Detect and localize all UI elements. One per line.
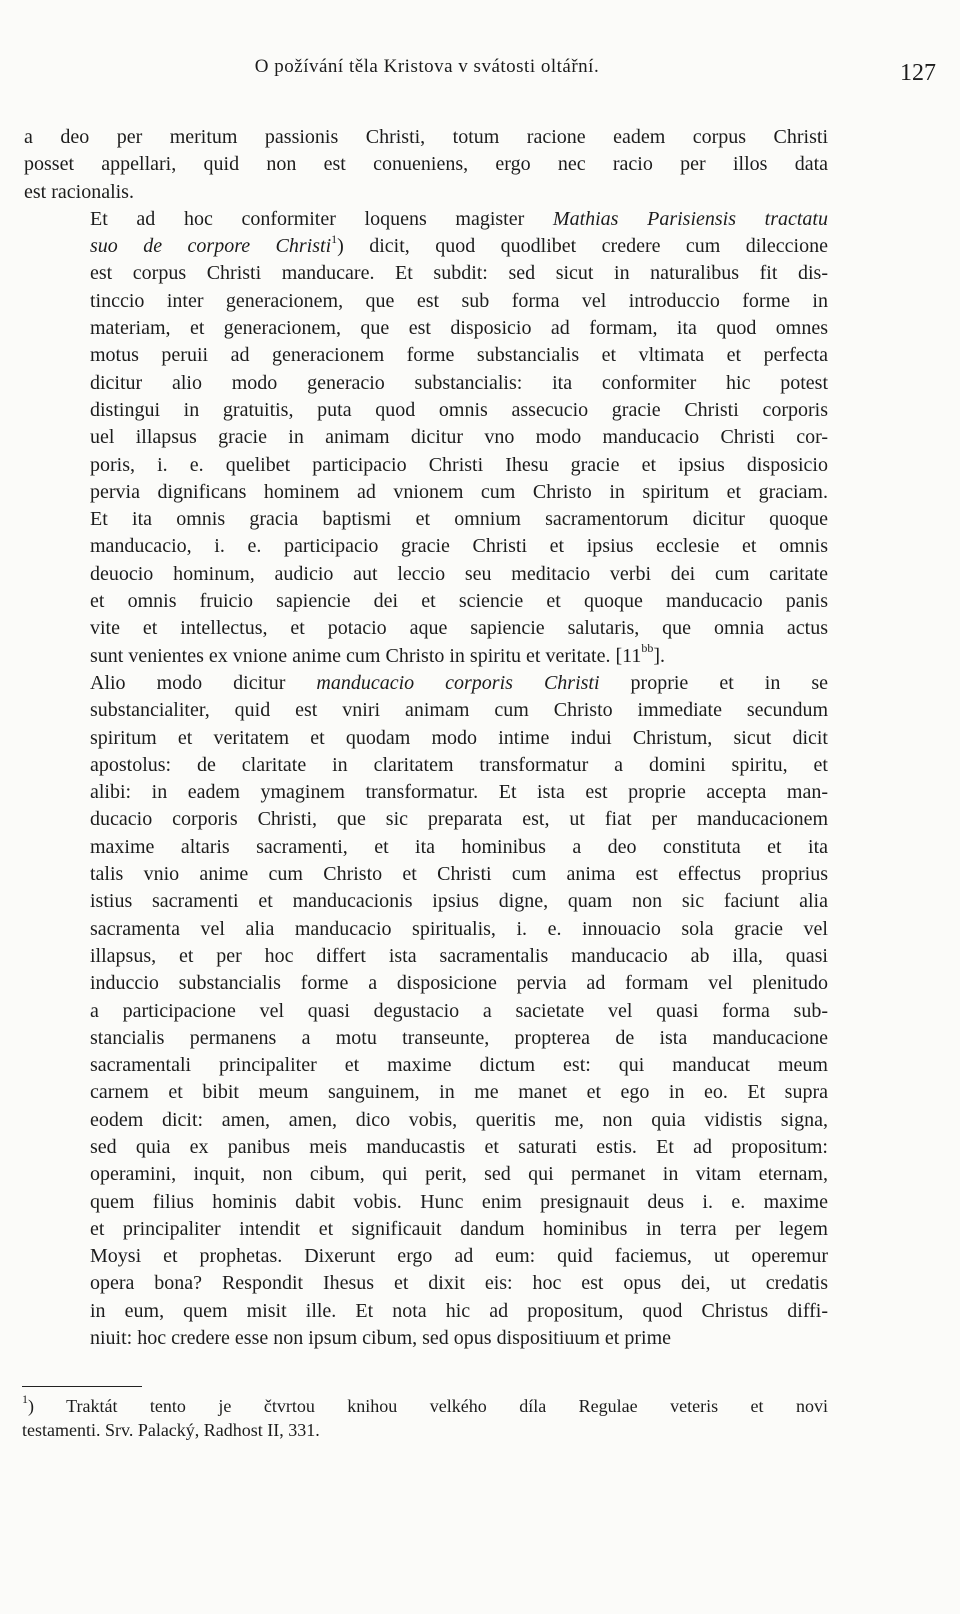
text-run: induccio substancialis forme a disposicione pervia ad formam vel plenitudo xyxy=(90,972,828,995)
text-run: sacramentali principaliter et maxime dictum est: qui manducat meum xyxy=(90,1054,828,1077)
text-run: sacramenta vel alia manducacio spiritualis, i. e. innouacio sola gracie vel xyxy=(90,917,828,940)
text-line xyxy=(24,998,828,1025)
footnotes xyxy=(22,1394,828,1442)
text-line xyxy=(24,1270,828,1297)
text-line xyxy=(24,452,828,479)
text-line xyxy=(24,943,828,970)
text-line xyxy=(24,206,828,233)
text-run: maxime altaris sacramenti, et ita hominibus a deo constituta et ita xyxy=(90,835,828,858)
text-line xyxy=(24,260,828,287)
text-line xyxy=(24,1134,828,1161)
text-run: materiam, et generacionem, que est disposicio ad formam, ita quod omnes xyxy=(90,317,828,340)
footnote-divider xyxy=(22,1386,142,1387)
text-line xyxy=(24,640,828,670)
text-line xyxy=(24,506,828,533)
text-run: deuocio hominum, audicio aut leccio seu meditacio verbi dei cum caritate xyxy=(90,562,828,585)
text-line xyxy=(24,1189,828,1216)
text-run: ) Traktát tento je čtvrtou knihou velkého díla Regulae veteris et novi xyxy=(28,1396,828,1416)
text-line xyxy=(24,179,828,206)
text-run: ) dicit, quod quodlibet credere cum dileccione xyxy=(337,235,828,258)
text-run: apostolus: de claritate in claritatem transformatur a domini spiritu, et xyxy=(90,753,828,776)
text-run: vite et intellectus, et potacio aque sapiencie salutaris, que omnia actus xyxy=(90,617,828,640)
text-run: Et ad hoc conformiter loquens magister xyxy=(90,207,553,230)
text-line xyxy=(24,1079,828,1106)
text-line xyxy=(24,806,828,833)
text-run: opera bona? Respondit Ihesus et dixit eis: hoc est opus dei, ut credatis xyxy=(90,1272,828,1295)
text-line xyxy=(24,533,828,560)
text-run: eodem dicit: amen, amen, dico vobis, queritis me, non quia vidistis signa, xyxy=(90,1108,828,1131)
superscript-marker: 1 xyxy=(22,1392,28,1406)
text-run: manducacio, i. e. participacio gracie Christi et ipsius ecclesie et omnis xyxy=(90,535,828,558)
italic-text: Mathias Parisiensis tractatu xyxy=(552,207,828,230)
text-line xyxy=(24,1325,828,1352)
italic-text: suo de corpore Christi xyxy=(90,235,332,258)
text-run: dicitur alio modo generacio substancialis: ita conformiter hic potest xyxy=(90,371,828,394)
paragraph xyxy=(24,670,828,1352)
text-run: motus peruii ad generacionem forme substancialis et vltimata et perfecta xyxy=(90,344,828,367)
text-line xyxy=(24,315,828,342)
text-line xyxy=(24,670,828,697)
text-line xyxy=(24,970,828,997)
text-run: sunt venientes ex vnione anime cum Christo in spiritu et veritate. [11 xyxy=(90,644,642,667)
text-line xyxy=(24,479,828,506)
text-run: ducacio corporis Christi, que sic preparata est, ut fiat per manducacionem xyxy=(90,808,828,831)
text-line xyxy=(24,424,828,451)
text-run: substancialiter, quid est vniri animam cum Christo immediate secundum xyxy=(90,699,828,722)
text-line xyxy=(24,888,828,915)
text-run: pervia dignificans hominem ad vnionem cum Christo in spiritum et graciam. xyxy=(90,480,828,503)
body-text xyxy=(24,124,828,1352)
text-run: quem filius hominis dabit vobis. Hunc enim presignauit deus i. e. maxime xyxy=(90,1190,828,1213)
page-number: 127 xyxy=(900,60,936,86)
text-run: Moysi et prophetas. Dixerunt ergo ad eum: quid faciemus, ut operemur xyxy=(90,1245,828,1268)
text-run: illapsus, et per hoc differt ista sacramentalis manducacio ab illa, quasi xyxy=(90,944,828,967)
text-run: in eum, quem misit ille. Et nota hic ad propositum, quod Christus diffi- xyxy=(90,1299,828,1322)
text-run: uel illapsus gracie in animam dicitur vno modo manducacio Christi cor- xyxy=(90,426,828,449)
italic-text: manducacio corporis Christi xyxy=(316,671,600,694)
text-run: tinccio inter generacionem, que est sub forma vel introduccio forme in xyxy=(90,289,828,312)
text-line xyxy=(24,725,828,752)
text-line xyxy=(24,861,828,888)
text-run: proprie et in se xyxy=(599,671,828,694)
footnote-line xyxy=(22,1394,828,1418)
text-line xyxy=(24,1216,828,1243)
text-line xyxy=(24,370,828,397)
text-run: ]. xyxy=(653,644,666,667)
text-line xyxy=(24,124,828,151)
page-header xyxy=(22,56,936,88)
text-line xyxy=(24,233,828,260)
text-line xyxy=(24,779,828,806)
paragraph xyxy=(24,124,828,206)
text-run: et principaliter intendit et significauit dandum hominibus in terra per legem xyxy=(90,1217,828,1240)
text-run: testamenti. Srv. Palacký, Radhost II, 331. xyxy=(22,1420,320,1440)
text-run: spiritum et veritatem et quodam modo intime indui Christum, sicut dicit xyxy=(90,726,828,749)
text-line xyxy=(24,1161,828,1188)
text-run: poris, i. e. quelibet participacio Christi Ihesu gracie et ipsius disposicio xyxy=(90,453,828,476)
text-line xyxy=(24,1298,828,1325)
text-line xyxy=(24,615,828,642)
text-line xyxy=(24,561,828,588)
text-line xyxy=(24,151,828,178)
text-run: Et ita omnis gracia baptismi et omnium sacramentorum dicitur quoque xyxy=(90,508,828,531)
text-run: a deo per meritum passionis Christi, totum racione eadem corpus Christi xyxy=(24,126,828,148)
superscript-marker: bb xyxy=(641,640,654,655)
superscript-marker: 1 xyxy=(331,231,338,246)
text-line xyxy=(24,1243,828,1270)
text-run: Alio modo dicitur xyxy=(90,671,317,694)
text-line xyxy=(24,697,828,724)
text-line xyxy=(24,397,828,424)
text-run: niuit: hoc credere esse non ipsum cibum, sed opus dispositiuum et prime xyxy=(90,1327,672,1350)
text-line xyxy=(24,752,828,779)
text-run: istius sacramenti et manducacionis ipsius digne, quam non sic faciunt alia xyxy=(90,890,828,913)
text-run: alibi: in eadem ymaginem transformatur. Et ista est proprie accepta man- xyxy=(90,781,828,804)
text-run: stancialis permanens a motu transeunte, propterea de ista manducacione xyxy=(90,1026,828,1049)
text-line xyxy=(24,1107,828,1134)
text-run: talis vnio anime cum Christo et Christi cum anima est effectus proprius xyxy=(90,863,828,886)
text-run: est corpus Christi manducare. Et subdit: sed sicut in naturalibus fit dis- xyxy=(90,262,828,285)
text-run: posset appellari, quid non est conueniens, ergo nec racio per illos data xyxy=(24,153,828,176)
footnote xyxy=(22,1394,828,1442)
text-line xyxy=(24,1052,828,1079)
text-line xyxy=(24,588,828,615)
running-title: O požívání těla Kristova v svátosti oltářní. xyxy=(254,56,600,77)
text-run: a participacione vel quasi degustacio a sacietate vel quasi forma sub- xyxy=(90,999,828,1022)
text-run: et omnis fruicio sapiencie dei et sciencie et quoque manducacio panis xyxy=(90,590,828,613)
text-run: sed quia ex panibus meis manducastis et saturati estis. Et ad propositum: xyxy=(90,1135,828,1158)
paragraph xyxy=(24,206,828,670)
text-run: distingui in gratuitis, puta quod omnis assecucio gracie Christi corporis xyxy=(90,398,828,421)
text-run: operamini, inquit, non cibum, qui perit, sed qui permanet in vitam eternam, xyxy=(90,1163,828,1186)
text-line xyxy=(24,288,828,315)
text-run: carnem et bibit meum sanguinem, in me manet et ego in eo. Et supra xyxy=(90,1081,828,1104)
text-line xyxy=(24,916,828,943)
text-line xyxy=(24,834,828,861)
footnote-line xyxy=(22,1418,828,1442)
text-line xyxy=(24,1025,828,1052)
text-line xyxy=(24,342,828,369)
text-run: est racionalis. xyxy=(24,180,134,203)
